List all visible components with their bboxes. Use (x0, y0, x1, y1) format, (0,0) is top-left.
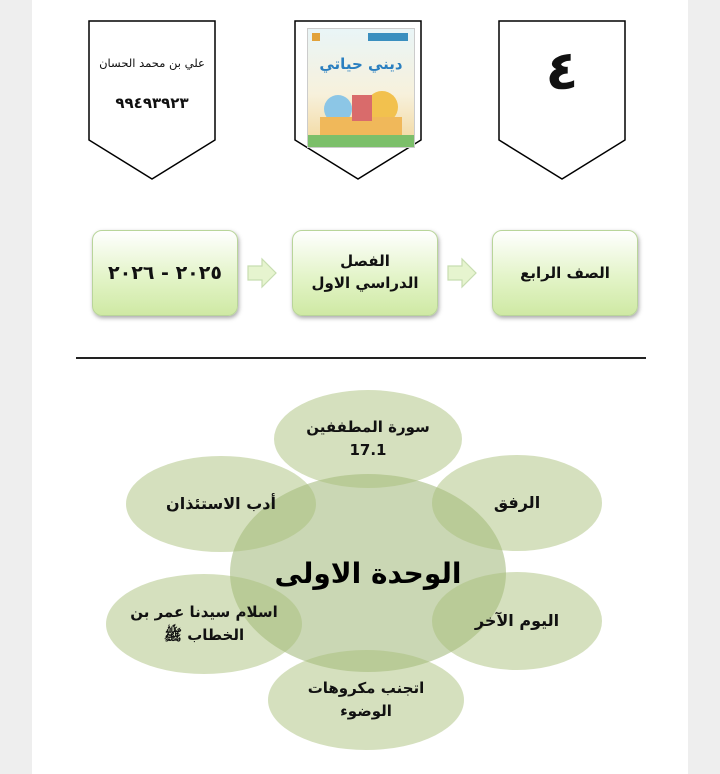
lesson-bottom (268, 650, 464, 750)
left-margin (0, 0, 32, 774)
semester-box (292, 230, 438, 316)
grade-number: ٤ (545, 39, 579, 102)
grade-box (492, 230, 638, 316)
teacher-info-pennant (88, 20, 216, 180)
worksheet-page (32, 0, 688, 774)
right-margin (688, 0, 720, 774)
unit-title: الوحدة الاولى (274, 556, 462, 590)
lesson-top (274, 390, 462, 488)
lesson-bottom-label: اتجنب مكروهات الوضوء (307, 678, 425, 720)
lesson-bottom-right-label: اليوم الآخر (474, 610, 560, 630)
year-label: ٢٠٢٥ - ٢٠٢٦ (108, 262, 222, 284)
right-arrow-icon (446, 256, 478, 290)
lesson-top-left-label: أدب الاستئذان (166, 493, 276, 513)
right-arrow-icon (246, 256, 278, 290)
semester-label: الفصل الدراسي الاول (311, 252, 419, 292)
book-cover-pennant (294, 20, 422, 180)
lesson-bottom-right (432, 572, 602, 670)
lesson-top-label: سورة المطففين 17.1 (306, 417, 430, 459)
grade-label: الصف الرابع (520, 264, 610, 282)
lesson-top-left (126, 456, 316, 552)
teacher-phone: ٩٩٤٩٣٩٢٣ (115, 94, 189, 112)
lesson-top-right-label: الرفق (493, 492, 541, 512)
year-box (92, 230, 238, 316)
section-divider (76, 357, 646, 359)
teacher-name: علي بن محمد الحسان (99, 56, 205, 70)
book-cover-image (307, 28, 415, 148)
lesson-bottom-left (106, 574, 302, 674)
grade-number-pennant (498, 20, 626, 180)
lesson-bottom-left-label: اسلام سيدنا عمر بن الخطاب ﷺ (130, 602, 278, 644)
book-cover-title: ديني حياتي (319, 55, 403, 73)
lesson-top-right (432, 455, 602, 551)
